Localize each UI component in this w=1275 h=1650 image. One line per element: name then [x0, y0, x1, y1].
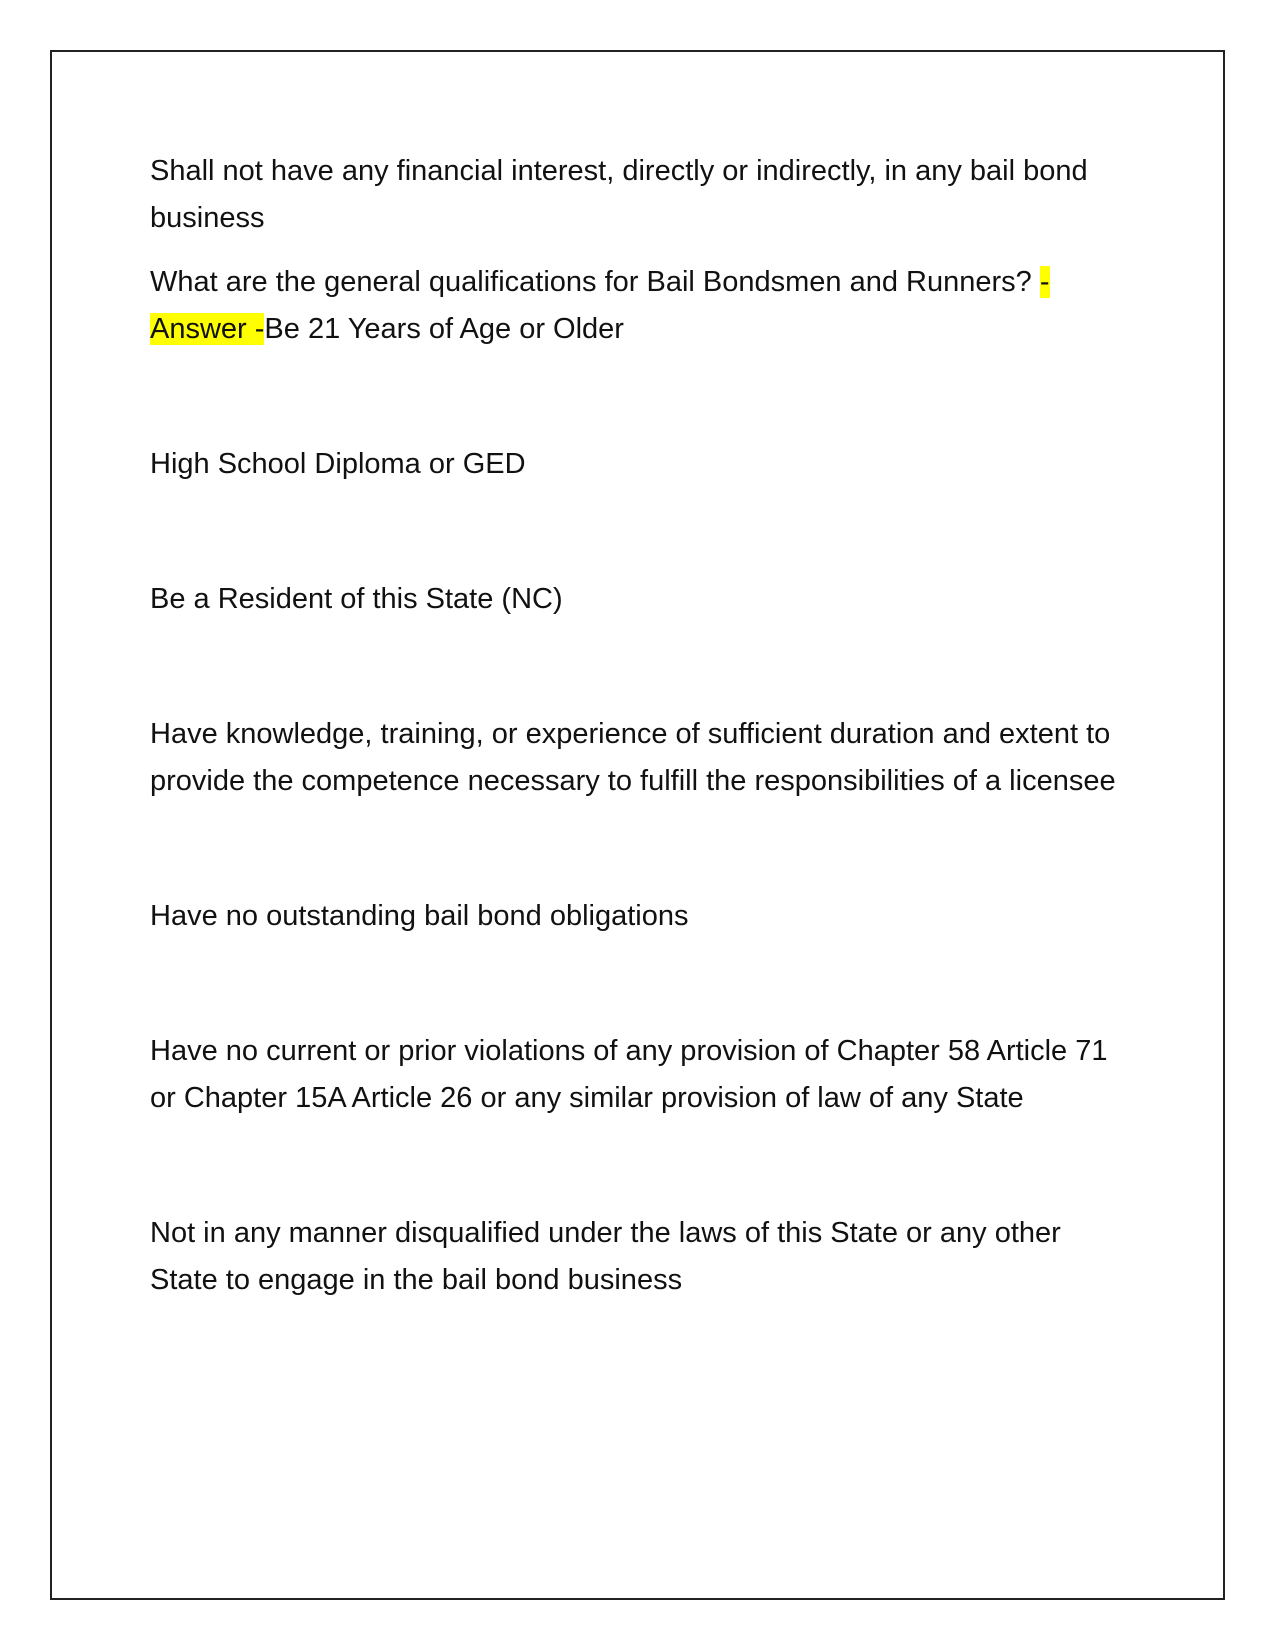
document-body	[150, 148, 1130, 1304]
first-answer: Be 21 Years of Age or Older	[264, 313, 624, 345]
qualification-item: Not in any manner disqualified under the laws of this State or any other State to engage in the bail bond business	[150, 1217, 1061, 1296]
qualification-item: Have knowledge, training, or experience of sufficient duration and extent to provide the competence necessary to fulfill the responsibilities of a licensee	[150, 718, 1116, 797]
paragraph-spacer	[150, 242, 1130, 259]
paragraph-spacer	[150, 805, 1130, 893]
question-text: What are the general qualifications for Bail Bondsmen and Runners?	[150, 266, 1040, 298]
question-paragraph	[150, 259, 1130, 353]
qualification-item: High School Diploma or GED	[150, 448, 526, 480]
qualification-item: Be a Resident of this State (NC)	[150, 583, 563, 615]
paragraph-spacer	[150, 488, 1130, 576]
paragraph-spacer	[150, 353, 1130, 441]
intro-paragraph: Shall not have any financial interest, directly or indirectly, in any bail bond business	[150, 155, 1088, 234]
answer-marker: - Answer -	[150, 266, 1050, 345]
paragraph-spacer	[150, 623, 1130, 711]
paragraph-spacer	[150, 1122, 1130, 1210]
qualification-item: Have no outstanding bail bond obligations	[150, 900, 689, 932]
qualification-item: Have no current or prior violations of any provision of Chapter 58 Article 71 or Chapter 15A Article 26 or any similar provision of law of any State	[150, 1035, 1108, 1114]
paragraph-spacer	[150, 940, 1130, 1028]
